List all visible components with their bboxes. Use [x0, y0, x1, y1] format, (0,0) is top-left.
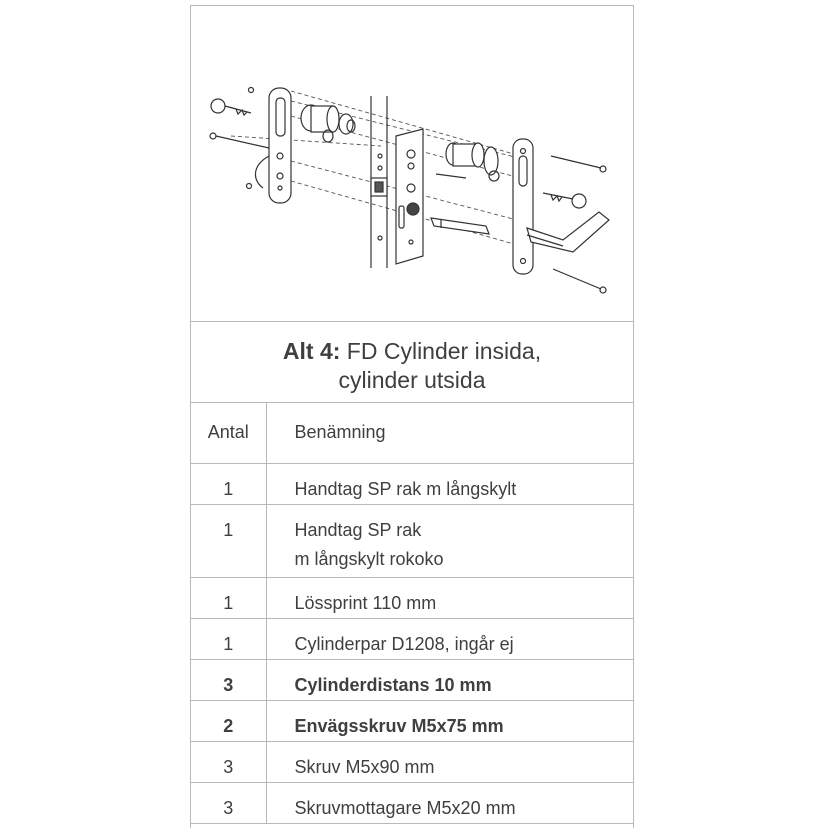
- left-cylinder-icon: [301, 105, 355, 142]
- lock-case-icon: [396, 129, 423, 264]
- right-key-icon: [543, 193, 586, 208]
- left-key-icon: [211, 99, 251, 115]
- lever-handle-icon: [527, 212, 609, 252]
- row-name: Handtag SP rak m långskylt: [266, 463, 633, 504]
- table-row: [191, 504, 633, 577]
- title-line-2: cylinder utsida: [338, 367, 486, 393]
- table-row: [191, 577, 633, 618]
- row-name: Lössprint 110 mm: [266, 577, 633, 618]
- row-qty: 2: [191, 700, 266, 741]
- table-row: [191, 741, 633, 782]
- row-name: Envägsskruv M5x75 mm: [266, 700, 633, 741]
- table-header-row: [191, 403, 633, 463]
- left-escutcheon-icon: [255, 88, 291, 203]
- row-name: Skruvmottagare M5x20 mm: [266, 782, 633, 823]
- row-qty: 3: [191, 659, 266, 700]
- right-escutcheon-icon: [513, 139, 533, 274]
- row-qty: 3: [191, 741, 266, 782]
- row-qty: 3: [191, 782, 266, 823]
- title-text-1: FD Cylinder insida,: [340, 338, 542, 364]
- striker-bar-icon: [431, 218, 489, 234]
- parts-table: [191, 403, 633, 824]
- row-qty: 1: [191, 577, 266, 618]
- title-prefix: Alt 4:: [282, 338, 341, 364]
- table-row: [191, 782, 633, 823]
- row-name: Cylinderpar D1208, ingår ej: [266, 618, 633, 659]
- table-row: [191, 659, 633, 700]
- right-cylinder-icon: [436, 143, 499, 181]
- left-screw-icon: [210, 133, 269, 148]
- table-row: [191, 700, 633, 741]
- product-title: [191, 321, 633, 403]
- row-name: Cylinderdistans 10 mm: [266, 659, 633, 700]
- row-name: [266, 504, 633, 577]
- exploded-lock-diagram: [191, 6, 633, 322]
- row-name-line-2: m långskylt rokoko: [294, 548, 444, 569]
- header-name: Benämning: [266, 403, 633, 463]
- row-qty: 1: [191, 618, 266, 659]
- row-qty: 1: [191, 504, 266, 577]
- lock-assembly-drawing: [191, 6, 633, 321]
- title-line-1: [191, 337, 633, 366]
- table-row: [191, 618, 633, 659]
- row-name: Skruv M5x90 mm: [266, 741, 633, 782]
- header-qty: Antal: [191, 403, 266, 463]
- product-sheet: [190, 5, 634, 828]
- row-name-line-1: Handtag SP rak: [294, 519, 422, 540]
- table-row: [191, 463, 633, 504]
- row-qty: 1: [191, 463, 266, 504]
